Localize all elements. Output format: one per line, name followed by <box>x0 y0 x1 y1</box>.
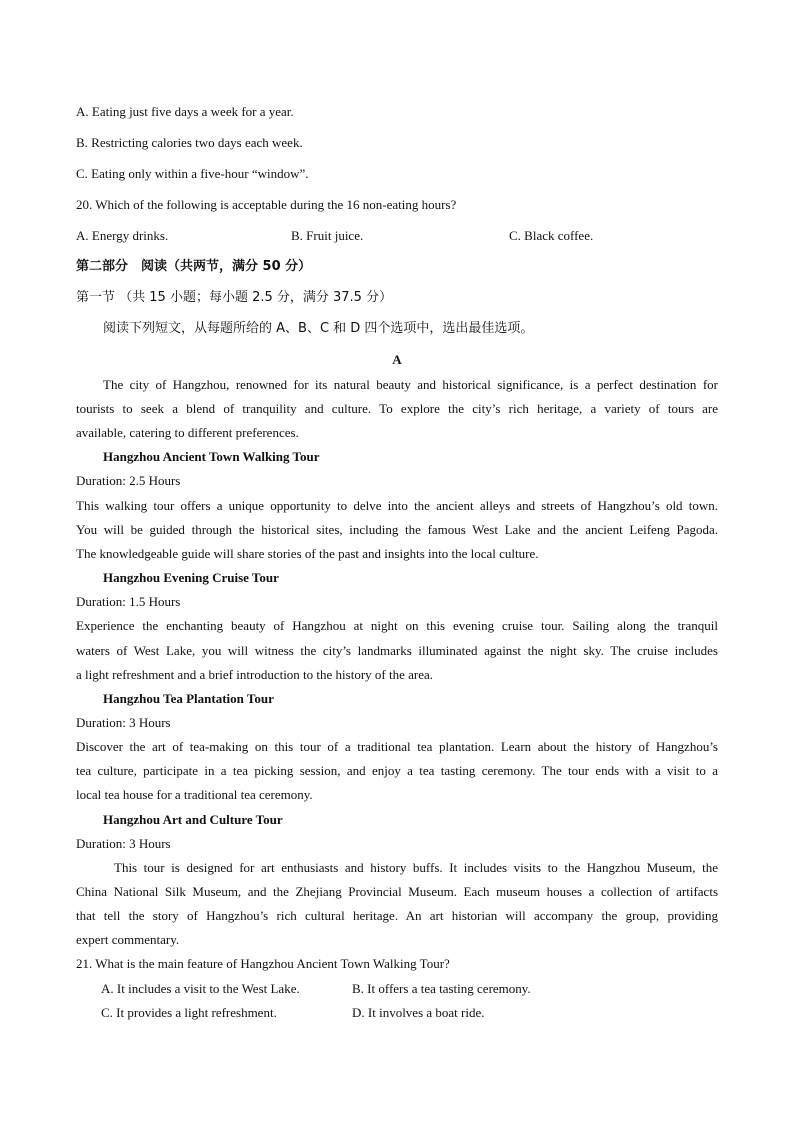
q19-option-a: A. Eating just five days a week for a year. <box>76 104 294 119</box>
q19-option-c: C. Eating only within a five-hour “window”. <box>76 166 309 181</box>
intro-line-2: tourists to seek a blend of tranquility and culture. To explore the city’s rich heritage, a variety of tours are <box>76 401 718 416</box>
q20-option-c: C. Black coffee. <box>509 228 594 243</box>
tour-name: Hangzhou Evening Cruise Tour <box>103 570 279 585</box>
tour-description-line: local tea house for a traditional tea ceremony. <box>76 787 313 802</box>
tour-duration: Duration: 2.5 Hours <box>76 473 181 488</box>
q20-question: 20. Which of the following is acceptable during the 16 non-eating hours? <box>76 197 457 212</box>
tour-duration: Duration: 3 Hours <box>76 715 171 730</box>
tour-duration: Duration: 3 Hours <box>76 836 171 851</box>
tour-description-line: You will be guided through the historical sites, including the famous West Lake and the ancient Leifeng Pagoda. <box>76 522 718 537</box>
tour-name: Hangzhou Ancient Town Walking Tour <box>103 449 320 464</box>
q21-option-c: C. It provides a light refreshment. <box>101 1005 277 1020</box>
q20-option-b: B. Fruit juice. <box>291 228 364 243</box>
tour-description-line: a light refreshment and a brief introduction to the history of the area. <box>76 667 434 682</box>
tour-duration: Duration: 1.5 Hours <box>76 594 181 609</box>
q21-option-b: B. It offers a tea tasting ceremony. <box>352 981 531 996</box>
part2-title: 第二部分 阅读（共两节，满分 50 分） <box>76 259 312 274</box>
q21-question: 21. What is the main feature of Hangzhou Ancient Town Walking Tour? <box>76 956 450 971</box>
tour-description-line: This walking tour offers a unique opportunity to delve into the ancient alleys and streets of Hangzhou’s old town. <box>76 498 718 513</box>
tour-description-line: Discover the art of tea-making on this tour of a traditional tea plantation. Learn about the history of Hangzhou’s <box>76 739 718 754</box>
tour-description-line: that tell the story of Hangzhou’s rich cultural heritage. An art historian will accompany the group, providing <box>76 908 718 923</box>
tour-description-line: This tour is designed for art enthusiasts and history buffs. It includes visits to the Hangzhou Museum, the <box>114 860 718 875</box>
passage-label: A <box>392 352 402 367</box>
intro-line-3: available, catering to different preferences. <box>76 425 299 440</box>
instructions: 阅读下列短文，从每题所给的 A、B、C 和 D 四个选项中，选出最佳选项。 <box>103 321 534 336</box>
intro-line-1: The city of Hangzhou, renowned for its natural beauty and historical significance, is a perfect destination for <box>103 377 718 392</box>
q21-option-d: D. It involves a boat ride. <box>352 1005 485 1020</box>
tour-name: Hangzhou Tea Plantation Tour <box>103 691 274 706</box>
q21-option-a: A. It includes a visit to the West Lake. <box>101 981 300 996</box>
tour-description-line: tea culture, participate in a tea picking session, and enjoy a tea tasting ceremony. The tour ends with a visit to a <box>76 763 718 778</box>
q20-option-a: A. Energy drinks. <box>76 228 169 243</box>
tour-description-line: China National Silk Museum, and the Zhejiang Provincial Museum. Each museum houses a collection of artifacts <box>76 884 718 899</box>
tour-description-line: expert commentary. <box>76 932 180 947</box>
tour-description-line: Experience the enchanting beauty of Hangzhou at night on this evening cruise tour. Sailing along the tranquil <box>76 618 718 633</box>
tour-description-line: waters of West Lake, you will witness the city’s landmarks illuminated against the night sky. The cruise includes <box>76 643 718 658</box>
tour-description-line: The knowledgeable guide will share stories of the past and insights into the local culture. <box>76 546 539 561</box>
tour-name: Hangzhou Art and Culture Tour <box>103 812 283 827</box>
q19-option-b: B. Restricting calories two days each week. <box>76 135 303 150</box>
section1-title: 第一节 （共 15 小题；每小题 2.5 分，满分 37.5 分） <box>76 290 393 305</box>
